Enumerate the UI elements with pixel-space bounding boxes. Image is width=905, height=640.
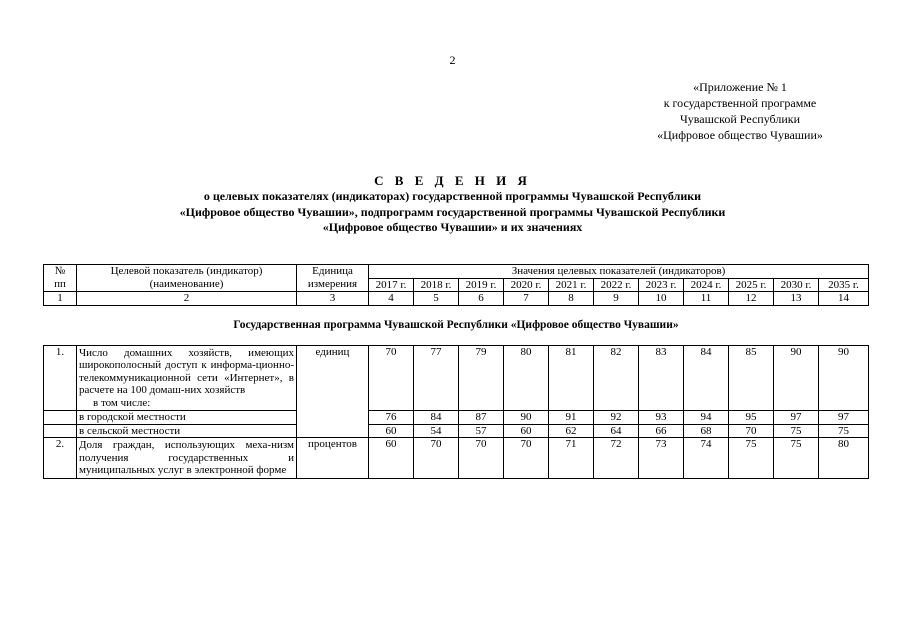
row-value: 66 xyxy=(639,424,684,438)
row-value: 84 xyxy=(414,411,459,425)
row-value: 82 xyxy=(594,345,639,411)
row-name: Доля граждан, использующих меха-низм получения государственных и муниципальных услуг в электронной форме xyxy=(77,438,297,479)
row-value: 91 xyxy=(549,411,594,425)
row-value: 70 xyxy=(504,438,549,479)
table-header-row xyxy=(44,265,869,279)
row-value: 93 xyxy=(639,411,684,425)
row-value: 72 xyxy=(594,438,639,479)
row-value: 70 xyxy=(414,438,459,479)
header-year: 2023 г. xyxy=(639,278,684,292)
appendix-line: «Цифровое общество Чувашии» xyxy=(657,128,823,142)
row-unit: процентов xyxy=(297,438,369,479)
row-value: 81 xyxy=(549,345,594,411)
row-value: 80 xyxy=(819,438,869,479)
row-value: 60 xyxy=(369,424,414,438)
section-title: Государственная программа Чувашской Республики «Цифровое общество Чувашии» xyxy=(44,305,869,345)
header-year: 2024 г. xyxy=(684,278,729,292)
row-num: 2. xyxy=(44,438,77,479)
row-value: 70 xyxy=(369,345,414,411)
row-value: 75 xyxy=(819,424,869,438)
row-value: 68 xyxy=(684,424,729,438)
column-numbers-row xyxy=(44,292,869,306)
page-number: 2 xyxy=(449,53,456,67)
header-name: Целевой показатель (индикатор) (наименование) xyxy=(77,265,297,292)
row-value: 80 xyxy=(504,345,549,411)
header-year: 2020 г. xyxy=(504,278,549,292)
row-incl: в том числе: xyxy=(93,396,151,409)
row-value: 79 xyxy=(459,345,504,411)
row-unit: единиц xyxy=(297,345,369,438)
column-number: 6 xyxy=(459,292,504,306)
appendix-note xyxy=(620,79,860,143)
column-number: 10 xyxy=(639,292,684,306)
table-row xyxy=(44,345,869,411)
row-name: Число домашних хозяйств, имеющих широкополосный доступ к информа-ционно-телекоммуникационной сети «Интернет», в расчете на 100 домаш-них хозяйств в том числе: xyxy=(77,345,297,411)
row-value: 84 xyxy=(684,345,729,411)
row-value: 73 xyxy=(639,438,684,479)
row-value: 75 xyxy=(774,438,819,479)
column-number: 9 xyxy=(594,292,639,306)
row-value: 90 xyxy=(819,345,869,411)
section-row xyxy=(44,305,869,345)
header-year: 2025 г. xyxy=(729,278,774,292)
header-year: 2017 г. xyxy=(369,278,414,292)
table-row xyxy=(44,424,869,438)
row-name: в сельской местности xyxy=(77,424,297,438)
row-value: 95 xyxy=(729,411,774,425)
title-heading: С В Е Д Е Н И Я xyxy=(374,173,531,188)
header-year: 2019 г. xyxy=(459,278,504,292)
title-line: о целевых показателях (индикаторах) государственной программы Чувашской Республики xyxy=(203,189,702,203)
row-value: 62 xyxy=(549,424,594,438)
row-value: 90 xyxy=(774,345,819,411)
row-num xyxy=(44,424,77,438)
row-name: в городской местности xyxy=(77,411,297,425)
row-value: 70 xyxy=(459,438,504,479)
header-year: 2035 г. xyxy=(819,278,869,292)
row-value: 70 xyxy=(729,424,774,438)
column-number: 5 xyxy=(414,292,459,306)
row-value: 71 xyxy=(549,438,594,479)
column-number: 8 xyxy=(549,292,594,306)
row-value: 60 xyxy=(369,438,414,479)
header-num: № пп xyxy=(44,265,77,292)
row-value: 75 xyxy=(774,424,819,438)
row-value: 94 xyxy=(684,411,729,425)
column-number: 1 xyxy=(44,292,77,306)
row-value: 85 xyxy=(729,345,774,411)
header-year: 2022 г. xyxy=(594,278,639,292)
row-value: 60 xyxy=(504,424,549,438)
appendix-line: к государственной программе xyxy=(663,96,817,110)
row-value: 76 xyxy=(369,411,414,425)
row-num: 1. xyxy=(44,345,77,411)
title-line: «Цифровое общество Чувашии» и их значениях xyxy=(322,220,583,234)
table-row xyxy=(44,438,869,479)
row-value: 64 xyxy=(594,424,639,438)
row-value: 75 xyxy=(729,438,774,479)
column-number: 12 xyxy=(729,292,774,306)
header-year: 2021 г. xyxy=(549,278,594,292)
column-number: 13 xyxy=(774,292,819,306)
row-value: 74 xyxy=(684,438,729,479)
row-value: 77 xyxy=(414,345,459,411)
column-number: 4 xyxy=(369,292,414,306)
column-number: 7 xyxy=(504,292,549,306)
row-value: 57 xyxy=(459,424,504,438)
row-value: 97 xyxy=(819,411,869,425)
row-value: 54 xyxy=(414,424,459,438)
table-row xyxy=(44,411,869,425)
column-number: 14 xyxy=(819,292,869,306)
row-value: 97 xyxy=(774,411,819,425)
row-num xyxy=(44,411,77,425)
document-title xyxy=(0,172,905,236)
header-values-title: Значения целевых показателей (индикаторов) xyxy=(369,265,869,279)
appendix-line: Чувашской Республики xyxy=(679,112,801,126)
column-number: 11 xyxy=(684,292,729,306)
indicators-table xyxy=(43,264,869,479)
row-value: 87 xyxy=(459,411,504,425)
header-year: 2018 г. xyxy=(414,278,459,292)
row-value: 92 xyxy=(594,411,639,425)
row-value: 83 xyxy=(639,345,684,411)
header-unit: Единица измерения xyxy=(297,265,369,292)
column-number: 3 xyxy=(297,292,369,306)
title-line: «Цифровое общество Чувашии», подпрограмм государственной программы Чувашской Республики xyxy=(179,204,726,219)
header-year: 2030 г. xyxy=(774,278,819,292)
appendix-line: «Приложение № 1 xyxy=(693,80,787,94)
column-number: 2 xyxy=(77,292,297,306)
row-value: 90 xyxy=(504,411,549,425)
